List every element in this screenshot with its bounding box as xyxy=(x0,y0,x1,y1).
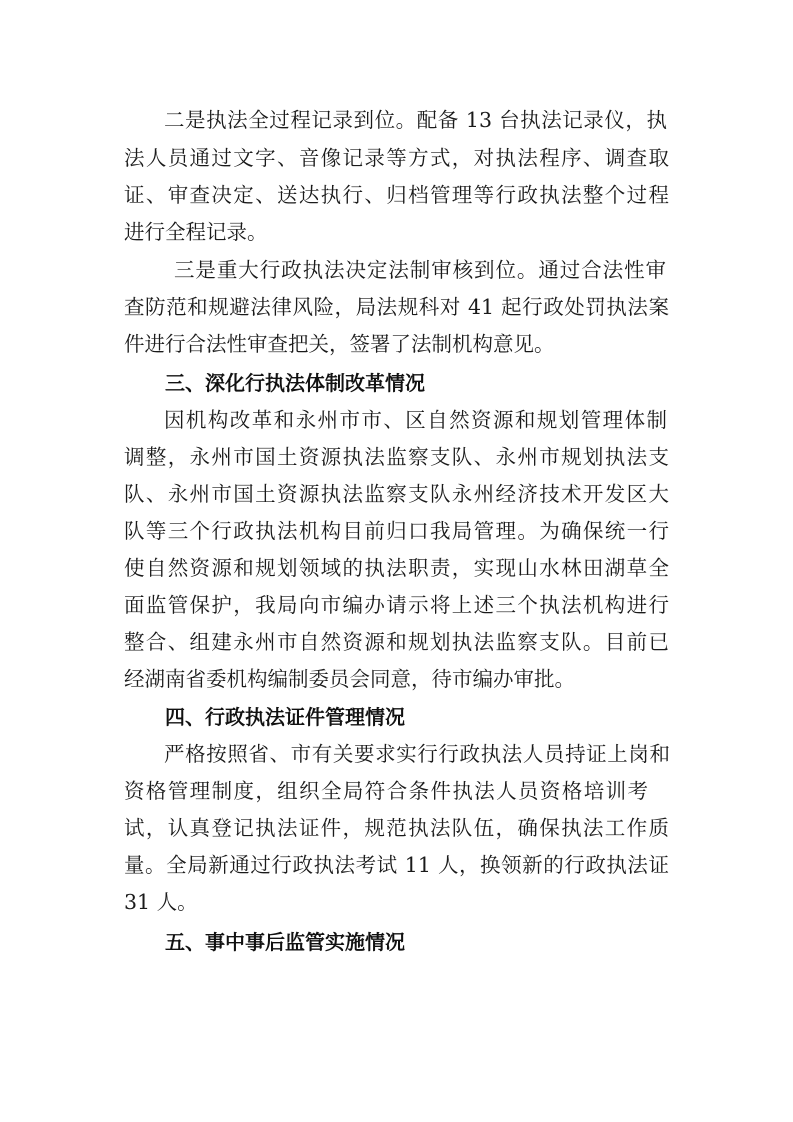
section-3-line-2: 调整，永州市国土资源执法监察支队、永州市规划执法支 xyxy=(124,445,669,469)
section-4-heading: 四、行政执法证件管理情况 xyxy=(165,705,405,729)
section-3-line-4: 队等三个行政执法机构目前归口我局管理。为确保统一行 xyxy=(124,519,669,543)
section-4-line-4: 量。全局新通过行政执法考试 11 人，换领新的行政执法证 xyxy=(124,853,669,877)
section-3-line-8: 经湖南省委机构编制委员会同意，待市编办审批。 xyxy=(124,667,575,691)
paragraph-2-line-4: 进行全程记录。 xyxy=(124,220,268,244)
paragraph-2-line-1: 二是执法全过程记录到位。配备 13 台执法记录仪，执 xyxy=(164,108,667,132)
section-4-line-1: 严格按照省、市有关要求实行行政执法人员持证上岗和 xyxy=(164,742,670,766)
paragraph-2-line-3: 证、审查决定、送达执行、归档管理等行政执法整个过程 xyxy=(124,183,669,207)
paragraph-2-line-2: 法人员通过文字、音像记录等方式，对执法程序、调查取 xyxy=(124,146,669,170)
section-3-heading: 三、深化行执法体制改革情况 xyxy=(165,371,425,395)
section-5-heading: 五、事中事后监管实施情况 xyxy=(165,930,405,954)
paragraph-3-line-1: 三是重大行政执法决定法制审核到位。通过合法性审 xyxy=(174,258,666,282)
section-4-line-3: 试，认真登记执法证件，规范执法队伍，确保执法工作质 xyxy=(124,816,669,840)
section-4-line-2: 资格管理制度，组织全局符合条件执法人员资格培训考 xyxy=(124,779,648,803)
paragraph-3-line-3: 件进行合法性审查把关，签署了法制机构意见。 xyxy=(124,332,555,356)
section-3-line-5: 使自然资源和规划领域的执法职责，实现山水林田湖草全 xyxy=(124,556,669,580)
section-3-line-1: 因机构改革和永州市市、区自然资源和规划管理体制 xyxy=(164,408,667,432)
section-4-line-5: 31 人。 xyxy=(124,890,198,914)
paragraph-3-line-2: 查防范和规避法律风险，局法规科对 41 起行政处罚执法案 xyxy=(124,295,669,319)
section-3-line-6: 面监管保护，我局向市编办请示将上述三个执法机构进行 xyxy=(124,593,669,617)
section-3-line-7: 整合、组建永州市自然资源和规划执法监察支队。目前已 xyxy=(124,630,669,654)
section-3-line-3: 队、永州市国土资源执法监察支队永州经济技术开发区大 xyxy=(124,482,669,506)
